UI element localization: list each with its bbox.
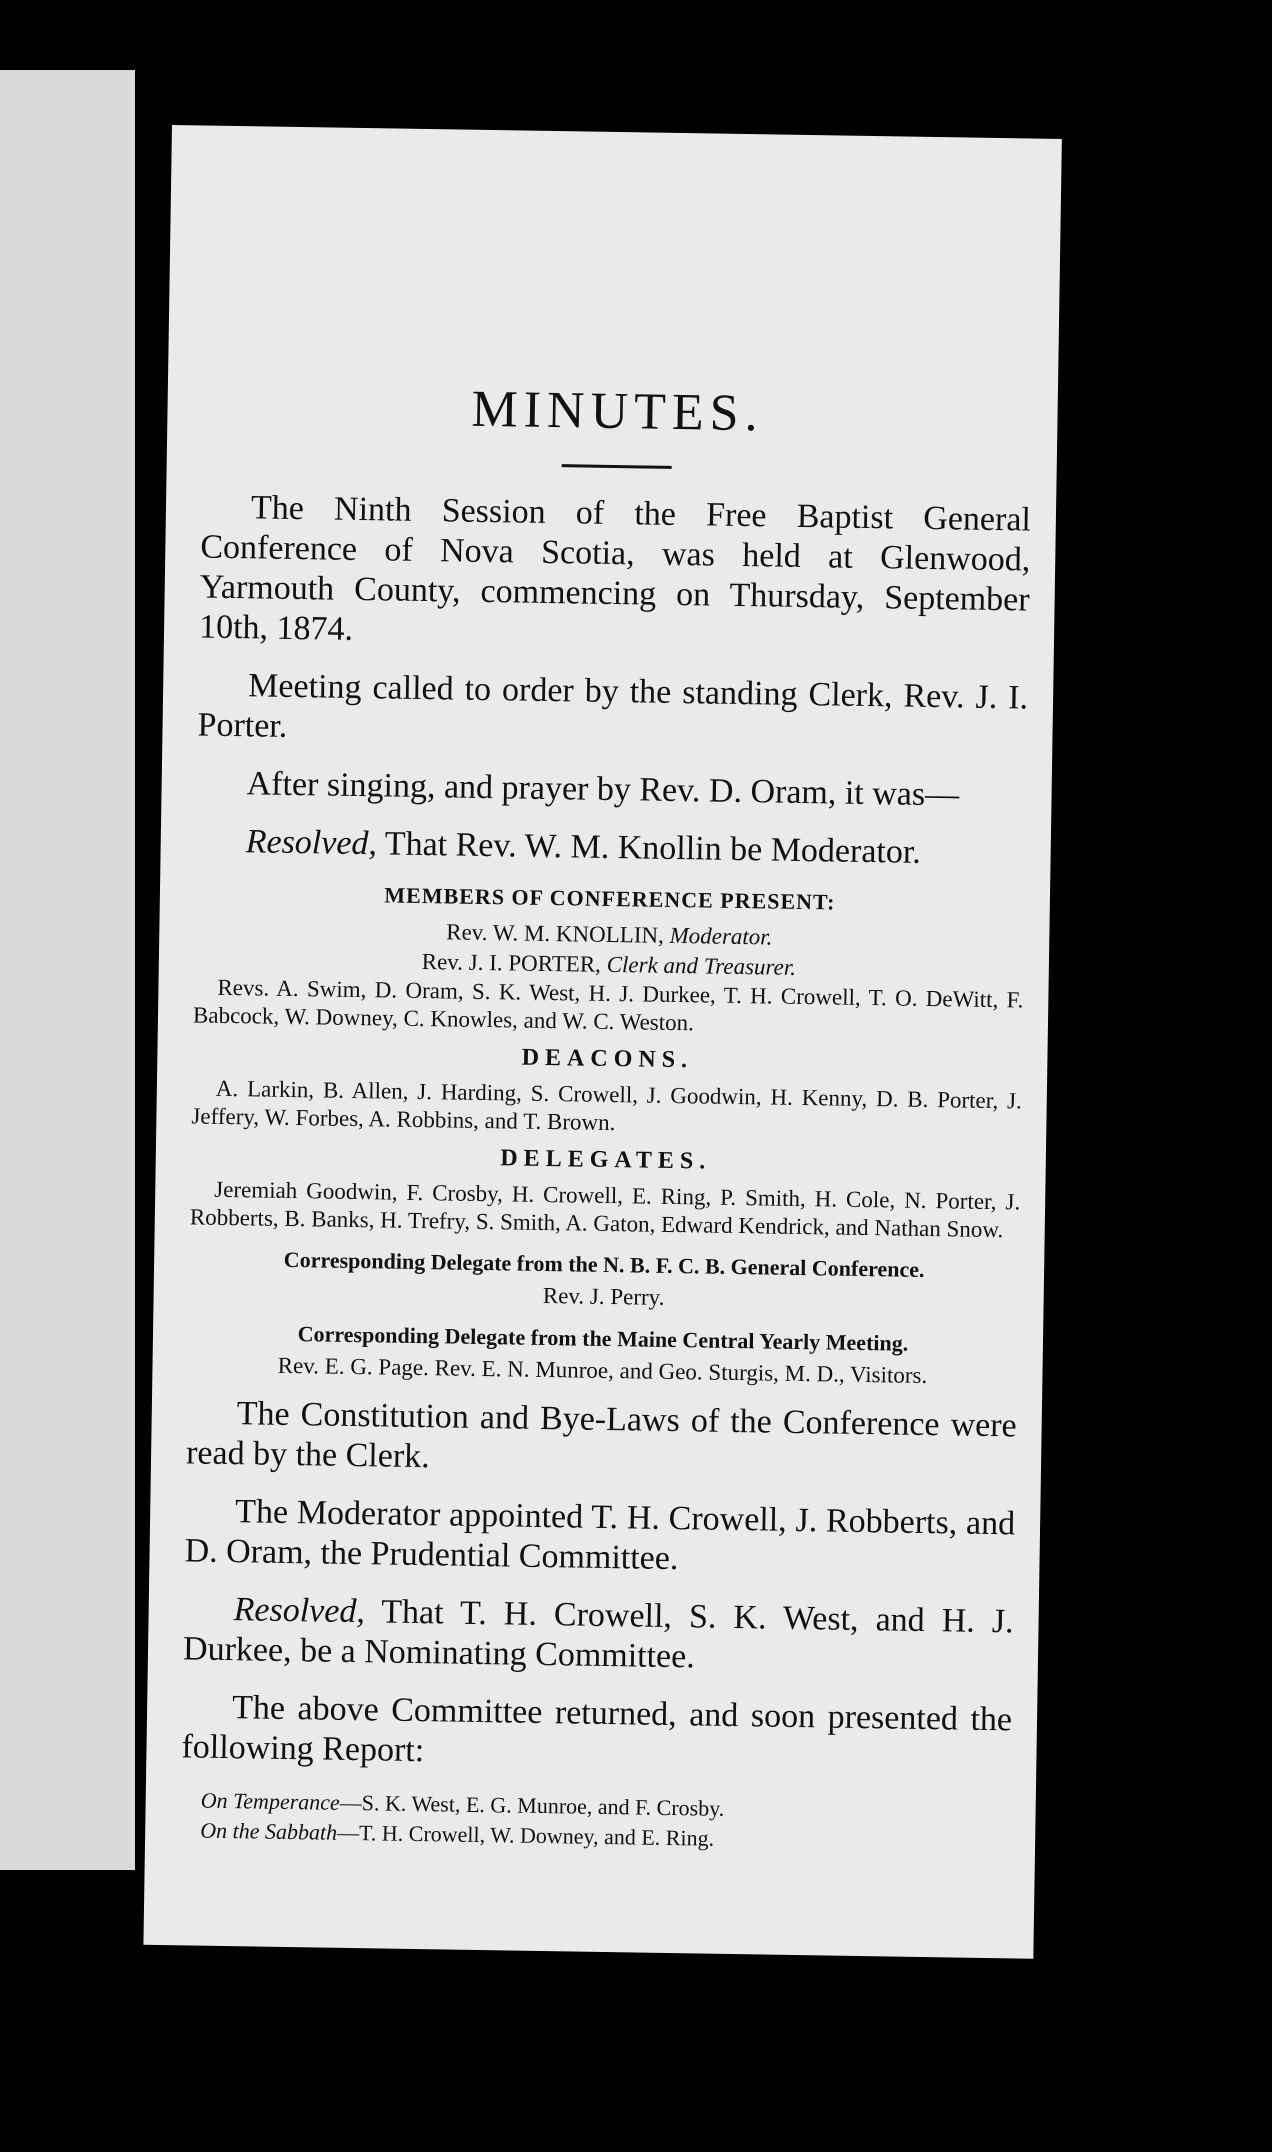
prudential-paragraph: The Moderator appointed T. H. Crowell, J. Robberts, and D. Oram, the Prudential Committee.	[184, 1493, 1016, 1578]
adjacent-page-edge	[0, 70, 135, 1870]
singing-paragraph: After singing, and prayer by Rev. D. Oram, it was—	[246, 765, 960, 814]
temperance-label: On Temperance	[200, 1787, 340, 1815]
clerk-name: Rev. J. I. PORTER,	[421, 949, 602, 977]
document-page	[143, 125, 1061, 1959]
deacons-list: A. Larkin, B. Allen, J. Harding, S. Crowell, J. Goodwin, H. Kenny, D. B. Porter, J. Jeffery, W. Forbes, A. Robbins, and T. Brown.	[191, 1075, 1022, 1136]
delegates-heading: DELEGATES.	[500, 1145, 712, 1175]
clerk-role: Clerk and Treasurer.	[606, 951, 797, 980]
report-intro-paragraph: The above Committee returned, and soon presented the following Report:	[181, 1689, 1013, 1770]
moderator-resolution-text: That Rev. W. M. Knollin be Moderator.	[384, 825, 922, 871]
title-rule	[562, 464, 672, 469]
page-content	[180, 376, 1033, 1859]
nb-delegate: Rev. J. Perry.	[542, 1282, 665, 1310]
maine-delegate-heading: Corresponding Delegate from the Maine Central Yearly Meeting.	[297, 1321, 909, 1356]
called-to-order-paragraph: Meeting called to order by the standing Clerk, Rev. J. I. Porter.	[197, 667, 1029, 745]
deacons-heading: DEACONS.	[521, 1044, 694, 1074]
nominating-resolved-word: Resolved,	[233, 1591, 366, 1631]
sabbath-names: —T. H. Crowell, W. Downey, and E. Ring.	[336, 1819, 715, 1851]
moderator-name: Rev. W. M. KNOLLIN,	[446, 919, 665, 948]
temperance-names: —S. K. West, E. G. Munroe, and F. Crosby.	[339, 1789, 725, 1821]
moderator-role: Moderator.	[669, 922, 773, 950]
nominating-resolution-text: That T. H. Crowell, S. K. West, and H. J. Durkee, be a Nominating Committee.	[182, 1593, 1014, 1676]
members-heading: MEMBERS OF CONFERENCE PRESENT:	[384, 882, 836, 915]
nominating-resolution	[183, 1589, 1014, 1682]
delegates-list: Jeremiah Goodwin, F. Crosby, H. Crowell, E. Ring, P. Smith, H. Cole, N. Porter, J. Robberts, B. Banks, H. Trefry, S. Smith, A. Gaton, Edward Kendrick, and Nathan Snow.	[189, 1176, 1021, 1243]
revs-list: Revs. A. Swim, D. Oram, S. K. West, H. J. Durkee, T. H. Crowell, T. O. DeWitt, F. Babcock, W. Downey, C. Knowles, and W. C. Weston.	[192, 974, 1024, 1036]
sabbath-label: On the Sabbath	[200, 1817, 338, 1845]
intro-paragraph: The Ninth Session of the Free Baptist General Conference of Nova Scotia, was held at Glenwood, Yarmouth County, commencing on Thursday, September 10th, 1874.	[198, 489, 1032, 648]
maine-delegate: Rev. E. G. Page. Rev. E. N. Munroe, and Geo. Sturgis, M. D., Visitors.	[277, 1352, 928, 1389]
page-title: MINUTES.	[471, 380, 765, 443]
resolved-word: Resolved,	[245, 823, 378, 863]
nb-delegate-heading: Corresponding Delegate from the N. B. F. C. B. General Conference.	[283, 1246, 925, 1282]
constitution-paragraph: The Constitution and Bye-Laws of the Conference were read by the Clerk.	[185, 1395, 1017, 1476]
moderator-resolution	[195, 821, 1026, 874]
